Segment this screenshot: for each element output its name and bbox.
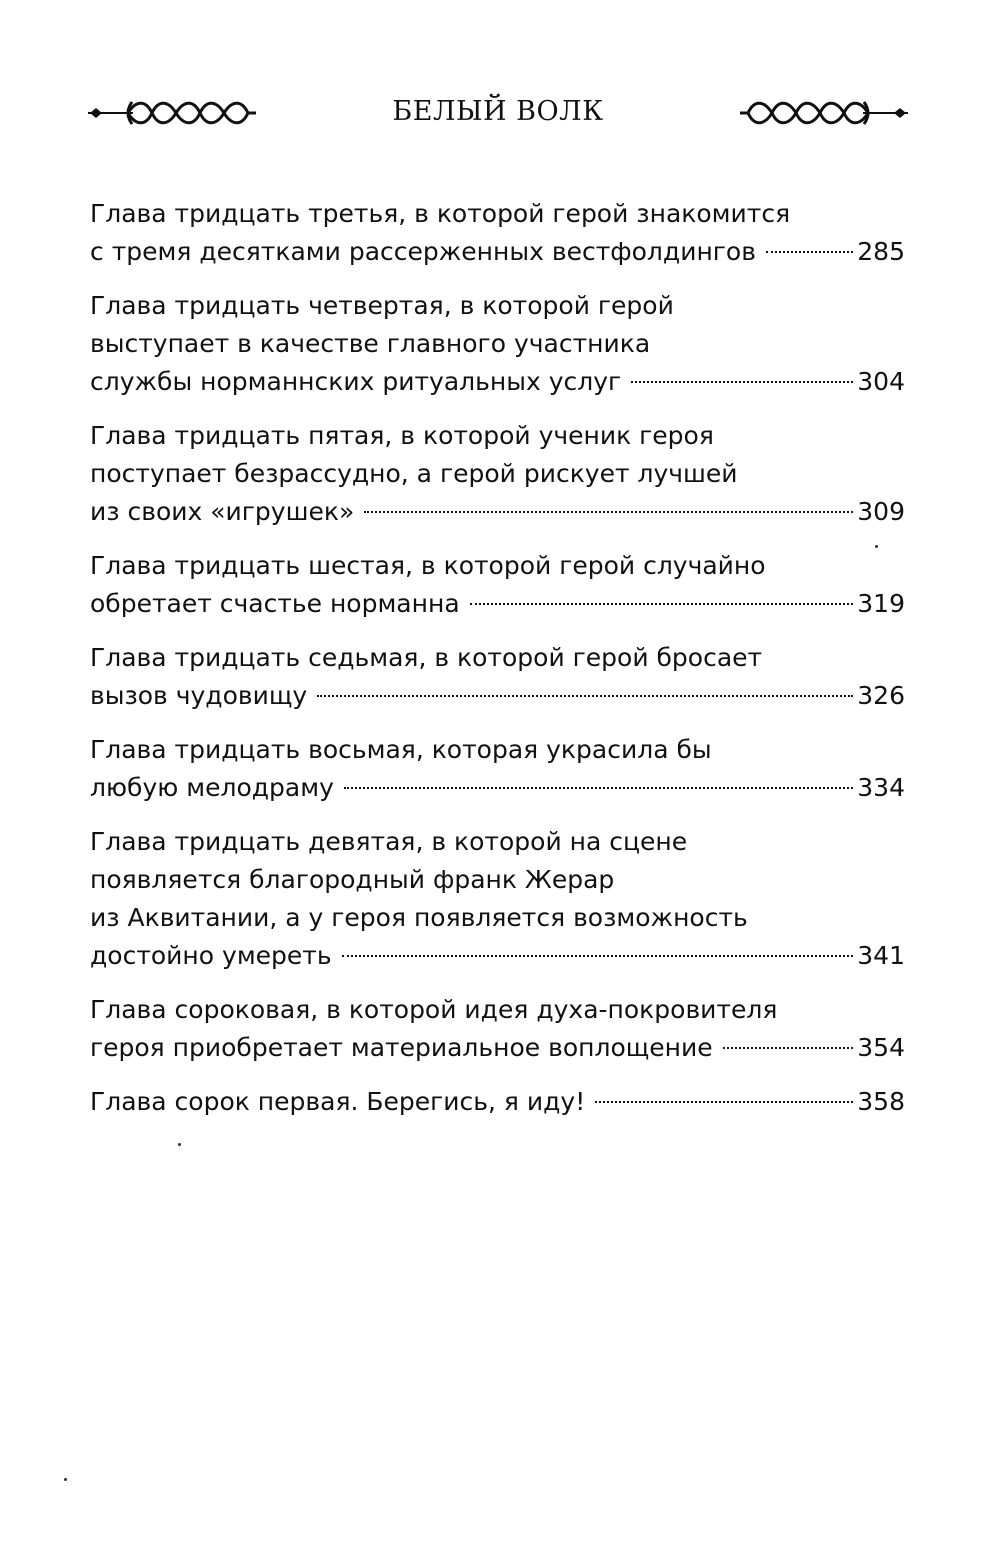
toc-entry-title-line: Глава тридцать девятая, в которой на сцене (90, 827, 688, 856)
page-number: 319 (857, 589, 905, 618)
dot-leader (595, 1101, 853, 1103)
table-of-contents (90, 195, 905, 1137)
toc-entry-title-line: Глава тридцать четвертая, в которой герой (90, 291, 674, 320)
toc-entry-title-line: достойно умереть (90, 941, 332, 970)
toc-entry (90, 731, 905, 807)
toc-entry-last-line (90, 233, 905, 271)
toc-entry-title-line: появляется благородный франк Жерар (90, 865, 615, 894)
page-number: 341 (857, 941, 905, 970)
dot-leader (470, 603, 854, 605)
toc-entry (90, 1083, 905, 1121)
toc-entry-last-line (90, 677, 905, 715)
dot-leader (766, 251, 853, 253)
toc-entry-title-line: Глава сорок первая. Берегись, я иду! (90, 1087, 586, 1116)
toc-entry-last-line (90, 585, 905, 623)
toc-entry-title-line: Глава тридцать седьмая, в которой герой бросает (90, 643, 763, 672)
toc-entry (90, 991, 905, 1067)
toc-entry-title-line: любую мелодраму (90, 773, 334, 802)
toc-entry-last-line (90, 937, 905, 975)
toc-entry-title-line: Глава тридцать восьмая, которая украсила бы (90, 735, 712, 764)
toc-entry-last-line (90, 493, 905, 531)
toc-entry-title-line: вызов чудовищу (90, 681, 308, 710)
page-number: 285 (857, 237, 905, 266)
page-header (88, 90, 908, 140)
toc-entry-title-line: Глава тридцать пятая, в которой ученик героя (90, 421, 714, 450)
toc-entry-title-line: выступает в качестве главного участника (90, 329, 651, 358)
toc-entry-title-line: Глава тридцать шестая, в которой герой случайно (90, 551, 766, 580)
knot-ornament-icon (738, 98, 908, 128)
page-number: 304 (857, 367, 905, 396)
print-speck (64, 1478, 67, 1481)
toc-entry-title-line: из Аквитании, а у героя появляется возможность (90, 903, 748, 932)
toc-entry-title-line: обретает счастье норманна (90, 589, 460, 618)
toc-entry-title-line: героя приобретает материальное воплощение (90, 1033, 713, 1062)
toc-entry-last-line (90, 1083, 905, 1121)
dot-leader (317, 695, 853, 697)
toc-entry (90, 417, 905, 531)
dot-leader (344, 787, 853, 789)
toc-entry-last-line (90, 769, 905, 807)
running-title: БЕЛЫЙ ВОЛК (392, 96, 604, 127)
dot-leader (631, 381, 853, 383)
toc-entry (90, 823, 905, 975)
toc-entry-title-line: службы норманнских ритуальных услуг (90, 367, 622, 396)
toc-entry (90, 639, 905, 715)
toc-entry-title-line: Глава сороковая, в которой идея духа-покровителя (90, 995, 778, 1024)
toc-entry-last-line (90, 1029, 905, 1067)
toc-entry-title-line: поступает безрассудно, а герой рискует лучшей (90, 459, 738, 488)
page-number: 358 (857, 1087, 905, 1116)
toc-entry-title-line: с тремя десятками рассерженных вестфолдингов (90, 237, 756, 266)
page-number: 334 (857, 773, 905, 802)
dot-leader (364, 511, 853, 513)
dot-leader (342, 955, 854, 957)
toc-entry-title-line: из своих «игрушек» (90, 497, 355, 526)
toc-entry (90, 287, 905, 401)
dot-leader (723, 1047, 854, 1049)
toc-entry-last-line (90, 363, 905, 401)
toc-entry (90, 547, 905, 623)
toc-entry (90, 195, 905, 271)
print-speck (875, 545, 878, 548)
print-speck (178, 1143, 181, 1146)
page-number: 309 (857, 497, 905, 526)
page-number: 326 (857, 681, 905, 710)
page-number: 354 (857, 1033, 905, 1062)
toc-entry-title-line: Глава тридцать третья, в которой герой знакомится (90, 199, 791, 228)
